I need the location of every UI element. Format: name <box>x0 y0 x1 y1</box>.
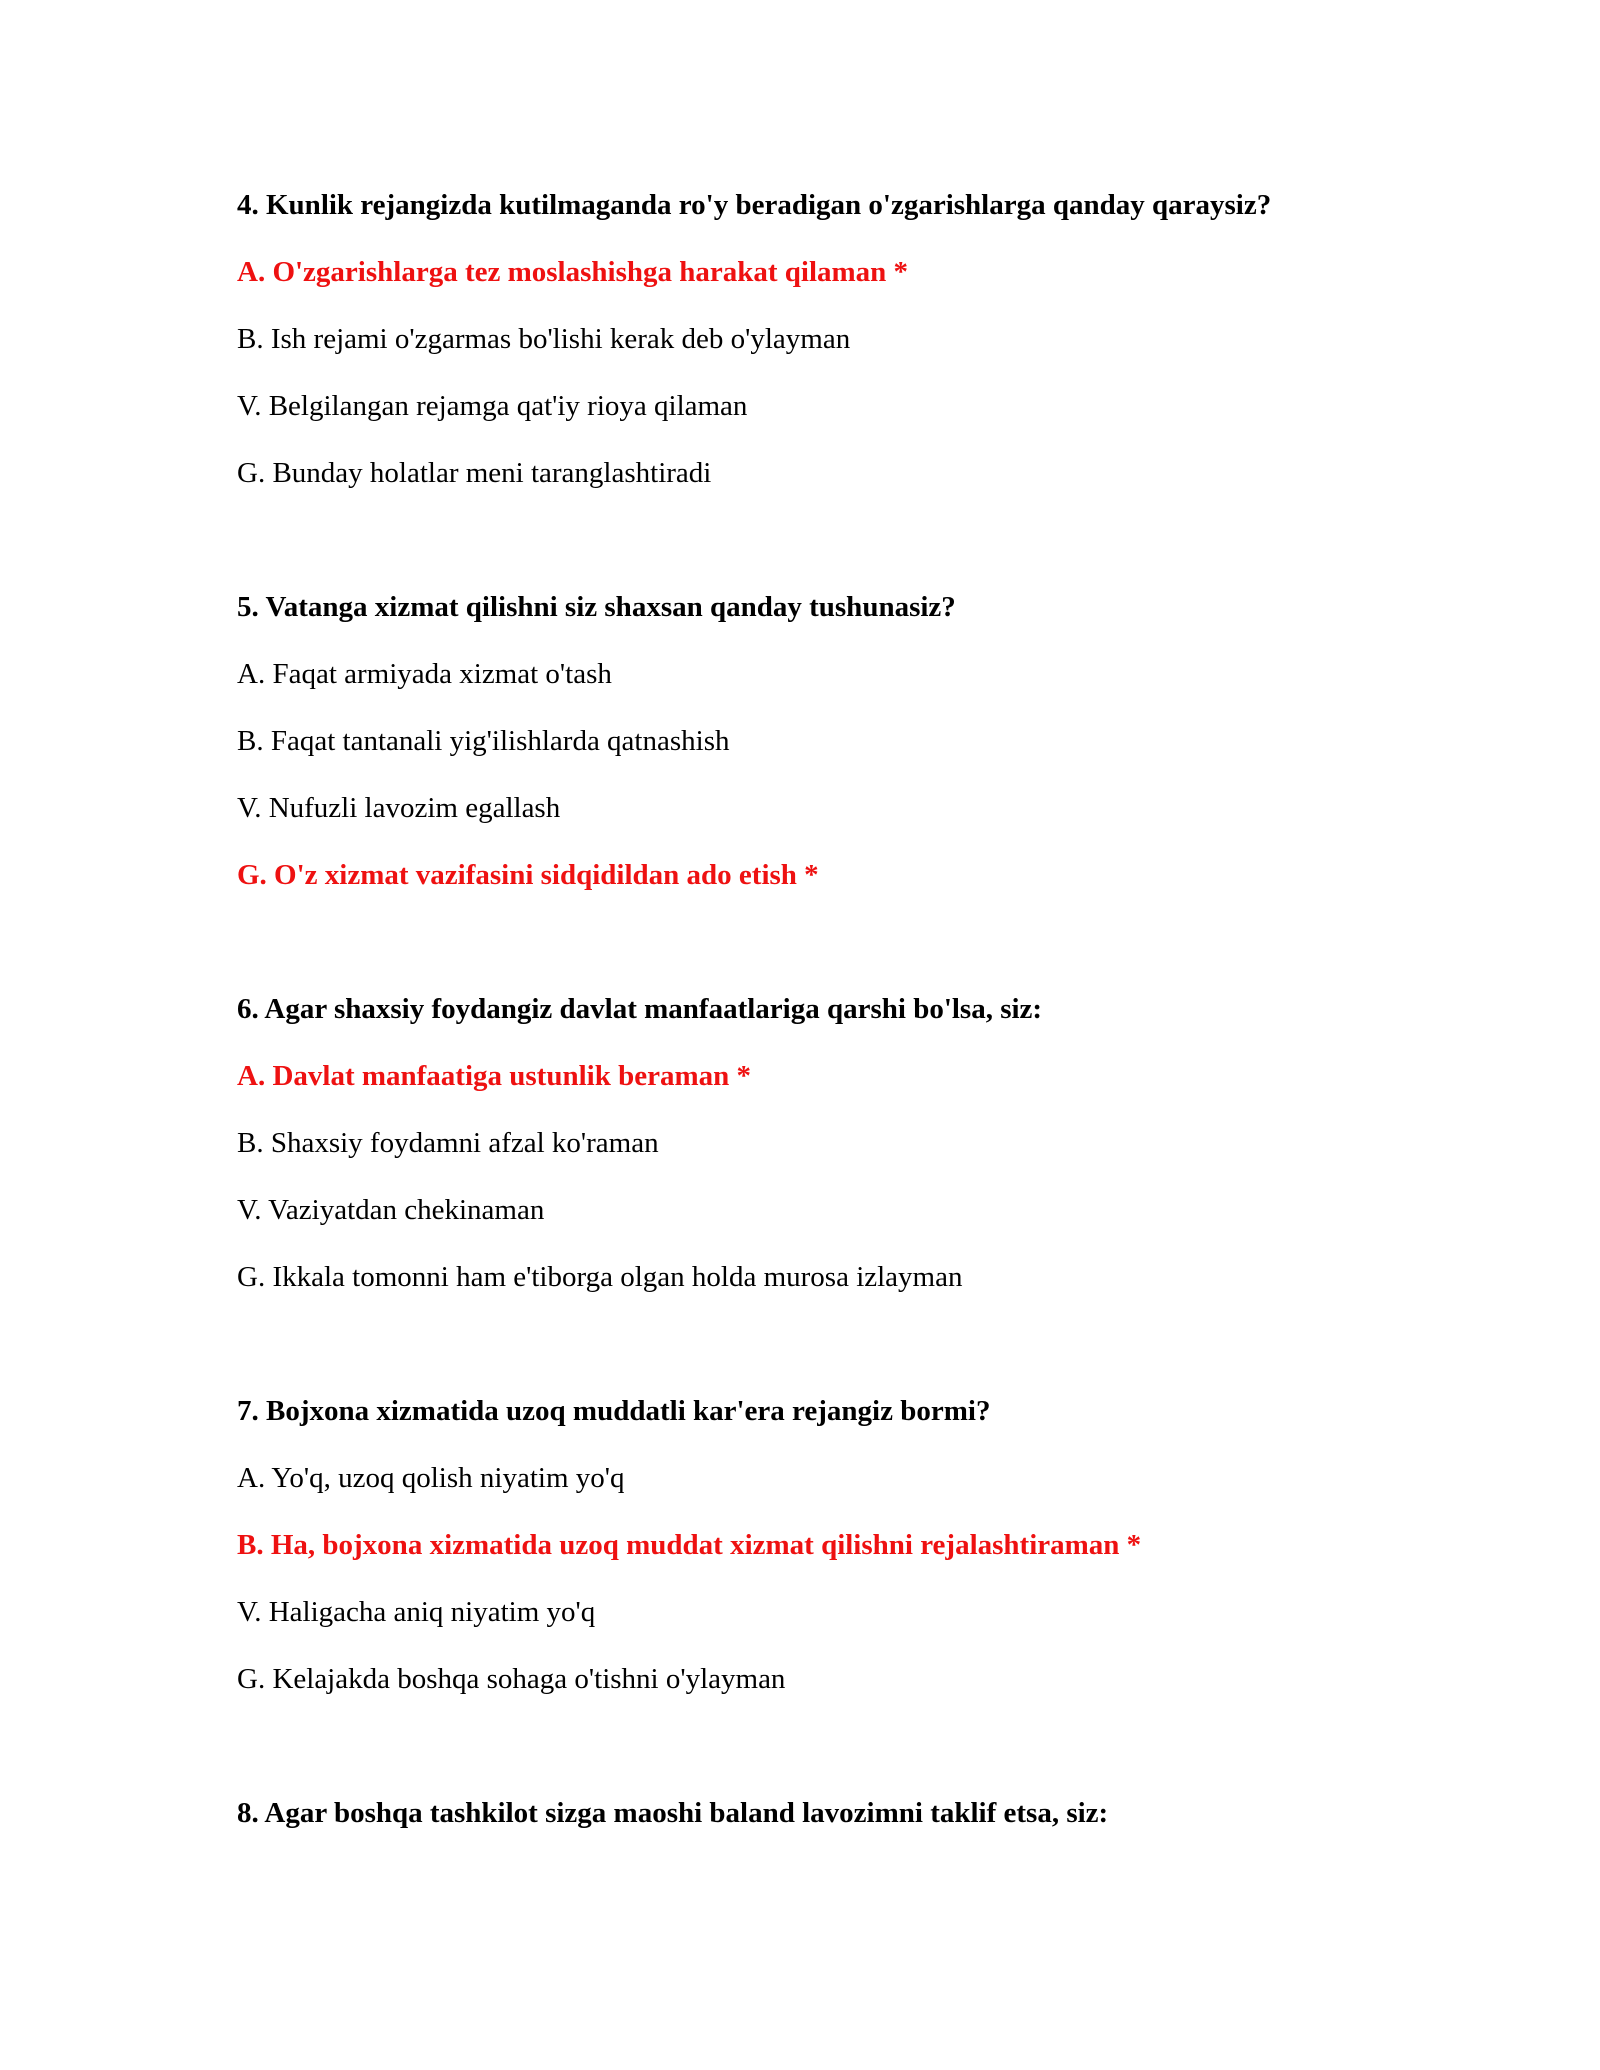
question-6-option-g: G. Ikkala tomonni ham e'tiborga olgan holda murosa izlayman <box>237 1261 963 1293</box>
question-7-option-g: G. Kelajakda boshqa sohaga o'tishni o'ylayman <box>237 1663 786 1695</box>
question-7-option-a: A. Yo'q, uzoq qolish niyatim yo'q <box>237 1462 625 1494</box>
question-5-option-v: V. Nufuzli lavozim egallash <box>237 792 561 824</box>
question-5: 5. Vatanga xizmat qilishni siz shaxsan qanday tushunasiz? <box>237 591 956 623</box>
question-4-option-b: B. Ish rejami o'zgarmas bo'lishi kerak deb o'ylayman <box>237 323 851 355</box>
question-4-option-a: A. O'zgarishlarga tez moslashishga harakat qilaman * <box>237 256 909 288</box>
question-6-option-b: B. Shaxsiy foydamni afzal ko'raman <box>237 1127 659 1159</box>
question-5-option-g: G. O'z xizmat vazifasini sidqidildan ado etish * <box>237 859 819 891</box>
question-7: 7. Bojxona xizmatida uzoq muddatli kar'era rejangiz bormi? <box>237 1395 991 1427</box>
question-7-option-v: V. Haligacha aniq niyatim yo'q <box>237 1596 596 1628</box>
question-5-option-b: B. Faqat tantanali yig'ilishlarda qatnashish <box>237 725 730 757</box>
question-6-option-v: V. Vaziyatdan chekinaman <box>237 1194 545 1226</box>
question-8: 8. Agar boshqa tashkilot sizga maoshi baland lavozimni taklif etsa, siz: <box>237 1797 1109 1829</box>
question-4-option-v: V. Belgilangan rejamga qat'iy rioya qilaman <box>237 390 748 422</box>
question-5-option-a: A. Faqat armiyada xizmat o'tash <box>237 658 612 690</box>
question-4: 4. Kunlik rejangizda kutilmaganda ro'y beradigan o'zgarishlarga qanday qaraysiz? <box>237 189 1272 221</box>
question-7-option-b: B. Ha, bojxona xizmatida uzoq muddat xizmat qilishni rejalashtiraman * <box>237 1529 1142 1561</box>
question-6: 6. Agar shaxsiy foydangiz davlat manfaatlariga qarshi bo'lsa, siz: <box>237 993 1043 1025</box>
question-4-option-g: G. Bunday holatlar meni taranglashtiradi <box>237 457 712 489</box>
question-6-option-a: A. Davlat manfaatiga ustunlik beraman * <box>237 1060 751 1092</box>
